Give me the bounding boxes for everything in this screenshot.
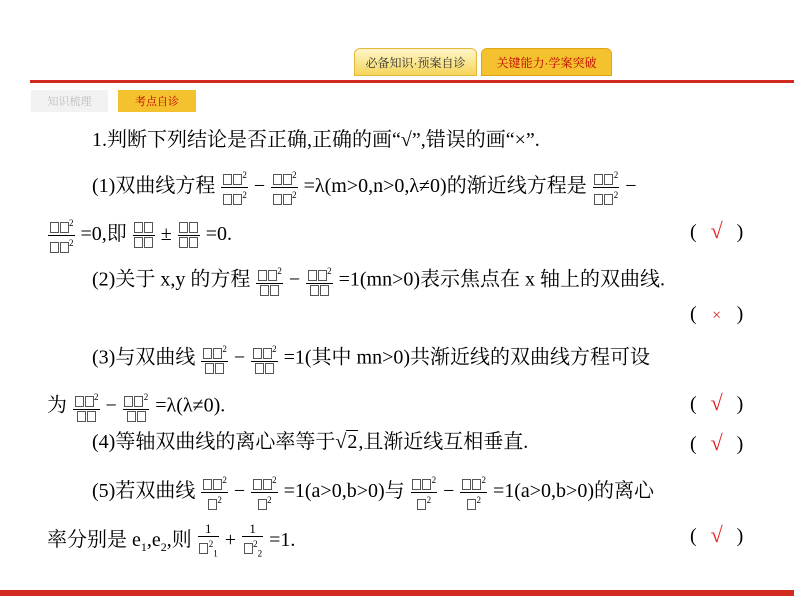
tab-label: 关键能力·学案突破 xyxy=(496,55,597,70)
cross-mark: × xyxy=(712,307,722,324)
answer-3: ( √ ) xyxy=(690,390,744,415)
statement-4: (4)等轴双曲线的离心率等于√2,且渐近线互相垂直. xyxy=(92,431,529,453)
question-intro: 1.判断下列结论是否正确,正确的画“√”,错误的画“×”. xyxy=(92,129,540,151)
fraction: 2 xyxy=(251,342,278,376)
fraction: $\frac{^2}{^2}$ xyxy=(48,216,75,255)
tab-label: 必备知识·预案自诊 xyxy=(365,55,466,70)
check-mark: √ xyxy=(710,218,723,243)
statement-1-line2: $\frac{^2}{^2}$ =0,即 ± =0. xyxy=(47,216,232,255)
subnav-self-check[interactable] xyxy=(118,90,196,112)
fraction: $\frac{^2}{^2}$ xyxy=(201,473,228,512)
footer-bar xyxy=(0,590,794,596)
fraction xyxy=(133,221,155,250)
tab-prereq-knowledge[interactable] xyxy=(354,48,477,76)
fraction xyxy=(178,221,200,250)
fraction: $\frac{^2}{^2}$ xyxy=(460,473,487,512)
check-mark: √ xyxy=(710,430,723,455)
subnav-label: 考点自诊 xyxy=(135,96,179,108)
fraction: $\frac{^2}{^2}$ xyxy=(221,168,248,207)
fraction: $\frac{1}{^2_1}$ xyxy=(198,522,219,561)
subnav-knowledge-summary[interactable] xyxy=(31,90,108,112)
statement-1-line1: (1)双曲线方程 $\frac{^2}{^2}$ − $\frac{^2}{^2}$ =λ(m>0,n>0,λ≠0)的渐近线方程是 $\frac{^2}{^2}$ − xyxy=(92,168,636,207)
fraction: $\frac{^2}{^2}$ xyxy=(271,168,298,207)
answer-5: ( √ ) xyxy=(690,522,744,547)
sqrt-symbol: √2 xyxy=(335,431,358,453)
fraction: 2 xyxy=(256,264,283,298)
fraction: $\frac{1}{^2_2}$ xyxy=(242,522,263,561)
fraction: 2 xyxy=(306,264,333,298)
answer-4: ( √ ) xyxy=(690,430,744,455)
statement-3-line2: 为 $^2$ − $^2$ =λ(λ≠0). xyxy=(47,390,225,424)
statement-3-line1: (3)与双曲线 $^2$ − $^2$ =1(其中 mn>0)共渐近线的双曲线方程可设 xyxy=(92,342,650,376)
fraction: $\frac{^2}{^2}$ xyxy=(411,473,438,512)
fraction: $\frac{^2}{^2}$ xyxy=(593,168,620,207)
tab-key-ability[interactable] xyxy=(481,48,612,76)
answer-2: ( × ) xyxy=(690,303,744,325)
statement-5-line1: (5)若双曲线 $\frac{^2}{^2}$ − $\frac{^2}{^2}$ =1(a>0,b>0)与 $\frac{^2}{^2}$ − $\frac{^2}{^2}$ =1(a>0,b>0)的离心 xyxy=(92,473,654,512)
header-divider xyxy=(30,80,794,83)
answer-1: ( √ ) xyxy=(690,218,744,243)
fraction: $\frac{^2}{^2}$ xyxy=(251,473,278,512)
fraction: 2 xyxy=(123,390,150,424)
subnav-label: 知识梳理 xyxy=(47,96,92,108)
fraction: 2 xyxy=(201,342,228,376)
fraction: 2 xyxy=(73,390,100,424)
check-mark: √ xyxy=(710,522,723,547)
statement-5-line2: 率分别是 $e_1,e_2$,则 $\frac{1}{^2_1}$ + $\frac{1}{^2_2}$ =1. xyxy=(47,521,296,559)
statement-2: (2)关于 x,y 的方程 $^2$ − $^2$ =1(mn>0)表示焦点在 x 轴上的双曲线. xyxy=(92,264,665,298)
check-mark: √ xyxy=(710,390,723,415)
